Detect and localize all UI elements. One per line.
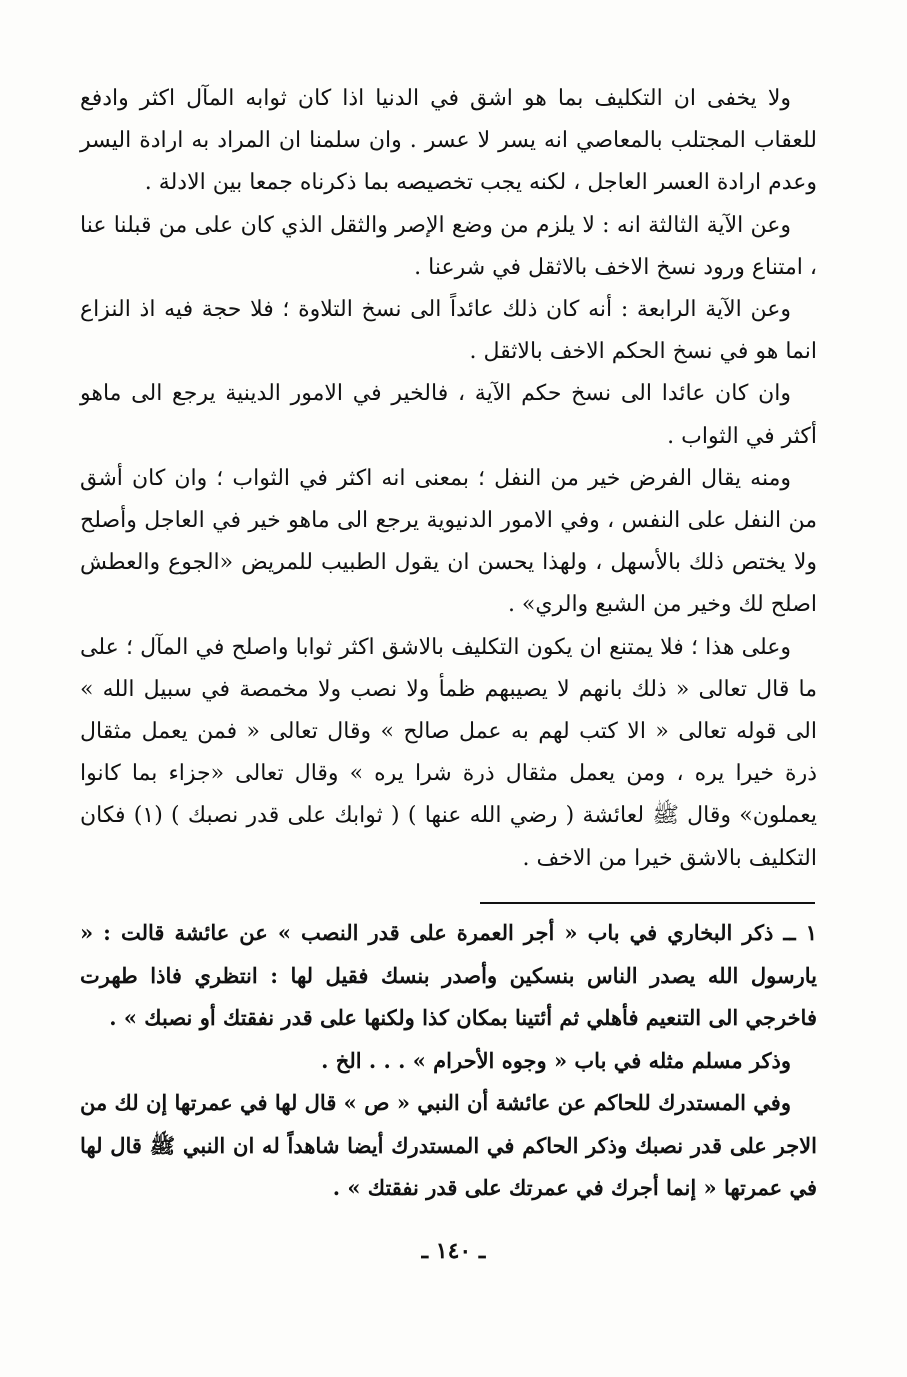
footnote-1: ١ ــ ذكر البخاري في باب « أجر العمرة على قدر النصب » عن عائشة قالت : « يارسول الله يصدر الناس بنسكين وأصدر بنسك فقيل لها : انتظري فاذا طهرت فاخرجي الى التنعيم فأهلي ثم أئتينا بمكان كذا ولكنها على قدر نفقتك أو نصبك » . <box>80 920 817 1030</box>
footnote-divider <box>480 902 815 904</box>
paragraph-3: وعن الآية الرابعة : أنه كان ذلك عائداً الى نسخ التلاوة ؛ فلا حجة فيه اذ النزاع انما هو في نسخ الحكم الاخف بالاثقل . <box>80 297 817 365</box>
paragraph-1: ولا يخفى ان التكليف بما هو اشق في الدنيا اذا كان ثوابه المآل اكثر وادفع للعقاب المجتلب بالمعاصي انه يسر لا عسر . وان سلمنا ان المراد به ارادة اليسر وعدم ارادة العسر العاجل ، لكنه يجب تخصيصه بما ذكرناه جمعا بين الادلة . <box>80 86 817 196</box>
footnote-2: وذكر مسلم مثله في باب « وجوه الأحرام » . . . الخ . <box>321 1047 791 1073</box>
page-number: ـ ١٤٠ ـ <box>421 1238 486 1264</box>
paragraph-6: وعلى هذا ؛ فلا يمتنع ان يكون التكليف بالاشق اكثر ثوابا واصلح في المآل ؛ على ما قال تعالى « ذلك بانهم لا يصيبهم ظمأ ولا نصب ولا مخمصة في سبيل الله » الى قوله تعالى « الا كتب لهم به عمل صالح » وقال تعالى « فمن يعمل مثقال ذرة خيرا يره ، ومن يعمل مثقال ذرة شرا يره » وقال تعالى «جزاء بما كانوا يعملون» وقال ﷺ لعائشة ( رضي الله عنها ) ( ثوابك على قدر نصبك ) (١) فكان التكليف بالاشق خيرا من الاخف . <box>80 634 817 871</box>
footnotes <box>80 912 817 1210</box>
paragraph-2: وعن الآية الثالثة انه : لا يلزم من وضع الإصر والثقل الذي كان على من قبلنا عنا ، امتناع ورود نسخ الاخف بالاثقل في شرعنا . <box>80 212 817 280</box>
footnote-3: وفي المستدرك للحاكم عن عائشة أن النبي « ص » قال لها في عمرتها إن لك من الاجر على قدر نصبك وذكر الحاكم في المستدرك أيضا شاهداً له ان النبي ﷺ قال لها في عمرتها « إنما أجرك في عمرتك على قدر نفقتك » . <box>80 1090 817 1200</box>
paragraph-5: ومنه يقال الفرض خير من النفل ؛ بمعنى انه اكثر في الثواب ؛ وان كان أشق من النفل على النفس ، وفي الامور الدنيوية يرجع الى ماهو خير في العاجل وأصلح ولا يختص ذلك بالأسهل ، ولهذا يحسن ان يقول الطبيب للمريض «الجوع والعطش اصلح لك وخير من الشبع والري» . <box>80 465 817 618</box>
main-text <box>80 78 817 880</box>
paragraph-4: وان كان عائدا الى نسخ حكم الآية ، فالخير في الامور الدينية يرجع الى ماهو أكثر في الثواب . <box>80 381 817 449</box>
